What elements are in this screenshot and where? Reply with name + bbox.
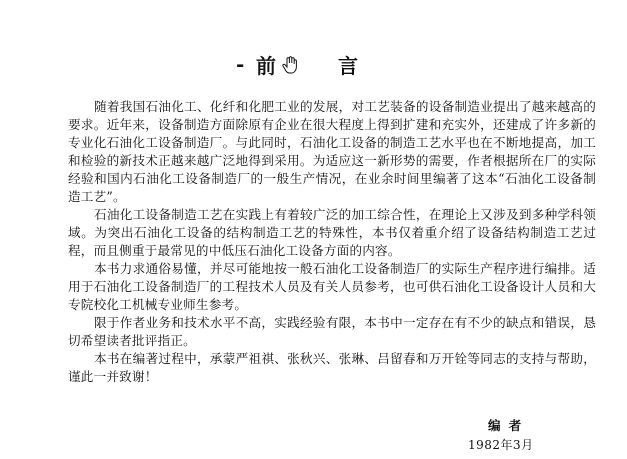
paragraph-2: 石油化工设备制造工艺在实践上有着较广泛的加工综合性，在理论上又涉及到多种学科领域。为突出石油化工设备的结构制造工艺的特殊性，本书仅着重介绍了设备结构制造工艺过程，而且侧重于最常见的中低压石油化工设备方面的内容。 [68, 207, 596, 258]
preface-title [0, 50, 627, 80]
paragraph-4: 限于作者业务和技术水平不高，实践经验有限，本书中一定存在有不少的缺点和错误，恳切希望读者批评指正。 [68, 315, 596, 348]
paragraph-1: 随着我国石油化工、化纤和化肥工业的发展，对工艺装备的设备制造业提出了越来越高的要求。近年来，设备制造方面除原有企业在很大程度上得到扩建和充实外，还建成了许多新的专业化石油化工设备制造厂。与此同时，石油化工设备的制造工艺水平也在不断地提高，加工和检验的新技术正越来越广泛地得到采用。为适应这一新形势的需要，作者根据所在厂的实际经验和国内石油化工设备制造厂的一般生产情况，在业余时间里编著了这本“石油化工设备制造工艺”。 [68, 99, 596, 204]
title-char-yan: 言 [338, 54, 360, 78]
hand-cursor-icon [282, 56, 298, 74]
signature: 编者 [488, 418, 530, 433]
date: 1982年3月 [468, 438, 534, 452]
paragraph-5: 本书在编著过程中，承蒙严祖祺、张秋兴、张琳、吕留春和万开铨等同志的支持与帮助，谨此一并致谢！ [68, 351, 596, 384]
title-dash: - [236, 52, 247, 76]
preface-body [68, 98, 596, 386]
title-char-qian: 前 [256, 54, 278, 78]
paragraph-3: 本书力求通俗易懂，并尽可能地按一般石油化工设备制造厂的实际生产程序进行编排。适用于石油化工设备制造厂的工程技术人员及有关人员参考，也可供石油化工设备设计人员和大专院校化工机械专业师生参考。 [68, 261, 596, 312]
